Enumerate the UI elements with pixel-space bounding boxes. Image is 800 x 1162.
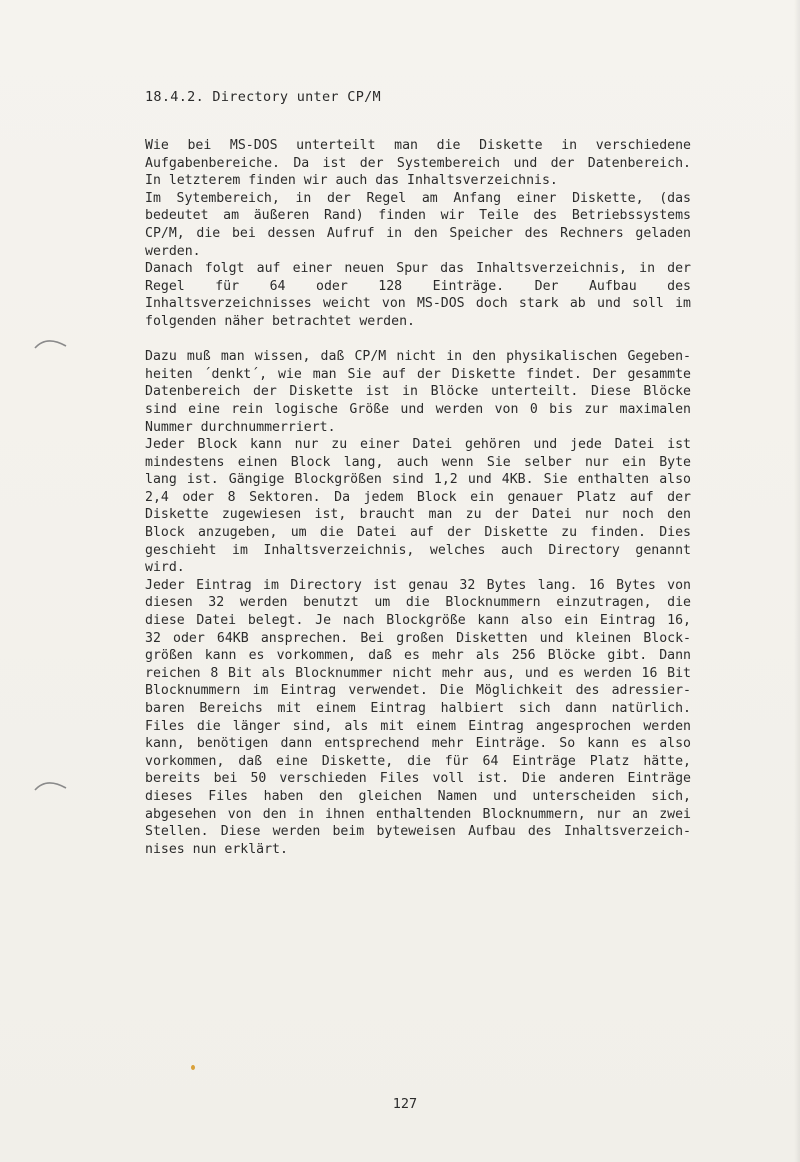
- text-line: geschieht im Inhaltsverzeichnis, welches auch Directory genannt: [145, 542, 691, 558]
- text-line: Jeder Block kann nur zu einer Datei gehören und jede Datei ist: [145, 437, 691, 453]
- text-line: diese Datei belegt. Je nach Blockgröße kann also ein Eintrag 16,: [145, 613, 691, 629]
- text-line: Im Sytembereich, in der Regel am Anfang einer Diskette, (das: [145, 190, 691, 206]
- text-line: Diskette zugewiesen ist, braucht man zu der Datei nur noch den: [145, 507, 691, 523]
- punch-hole-mark-top: [34, 336, 68, 356]
- punch-hole-mark-bottom: [34, 778, 68, 798]
- text-line: reichen 8 Bit als Blocknummer nicht mehr aus, und es werden 16 Bit: [145, 665, 691, 681]
- text-line: diesen 32 werden benutzt um die Blocknummern einzutragen, die: [145, 595, 691, 611]
- text-line: werden.: [145, 243, 201, 259]
- text-line: Wie bei MS-DOS unterteilt man die Diskette in verschiedene: [145, 138, 691, 153]
- paragraph: [145, 137, 691, 190]
- text-line: sind eine rein logische Größe und werden von 0 bis zur maximalen: [145, 401, 691, 417]
- text-line: Danach folgt auf einer neuen Spur das Inhaltsverzeichnis, in der: [145, 261, 691, 277]
- text-line: Nummer durchnummerriert.: [145, 419, 336, 435]
- text-line: Files die länger sind, als mit einem Eintrag angesprochen werden: [145, 718, 691, 734]
- text-line: Jeder Eintrag im Directory ist genau 32 Bytes lang. 16 Bytes von: [145, 577, 691, 593]
- text-line: Dazu muß man wissen, daß CP/M nicht in den physikalischen Gegeben-: [145, 349, 691, 365]
- text-line: lang ist. Gängige Blockgrößen sind 1,2 und 4KB. Sie enthalten also: [145, 472, 691, 488]
- text-line: baren Bereichs mit einem Eintrag halbiert sich dann natürlich.: [145, 701, 691, 716]
- text-line: bereits bei 50 verschieden Files voll ist. Die anderen Einträge: [145, 771, 691, 787]
- text-line: Block anzugeben, um die Datei auf der Diskette zu finden. Dies: [145, 525, 691, 541]
- text-line: abgesehen von den in ihnen enthaltenden Blocknummern, nur an zwei: [145, 806, 691, 822]
- text-line: folgenden näher betrachtet werden.: [145, 313, 415, 329]
- text-line: bedeutet am äußeren Rand) finden wir Teile des Betriebssystems: [145, 208, 691, 224]
- text-line: vorkommen, daß eine Diskette, die für 64 Einträge Platz hätte,: [145, 753, 691, 769]
- text-line: mindestens einen Block lang, auch wenn Sie selber nur ein Byte: [145, 454, 691, 470]
- text-line: nises nun erklärt.: [145, 841, 288, 857]
- text-line: Datenbereich der Diskette ist in Blöcke unterteilt. Diese Blöcke: [145, 384, 691, 400]
- paragraph: [145, 348, 691, 436]
- text-line: Blocknummern im Eintrag verwendet. Die Möglichkeit des adressier-: [145, 683, 691, 699]
- paragraph: [145, 190, 691, 260]
- text-line: Regel für 64 oder 128 Einträge. Der Aufbau des: [145, 278, 691, 294]
- text-line: CP/M, die bei dessen Aufruf in den Speicher des Rechners geladen: [145, 225, 691, 241]
- text-line: 32 oder 64KB ansprechen. Bei großen Disketten und kleinen Block-: [145, 630, 691, 646]
- text-line: dieses Files haben den gleichen Namen und unterscheiden sich,: [145, 788, 691, 804]
- paper-speck: [191, 1065, 195, 1070]
- paragraph-spacer: [145, 331, 691, 349]
- page-edge-shadow: [794, 0, 800, 1162]
- text-line: kann, benötigen dann entsprechend mehr Einträge. So kann es also: [145, 736, 691, 752]
- page-number: 127: [392, 1096, 418, 1112]
- paragraph: [145, 577, 691, 859]
- text-line: größen kann es vorkommen, daß es mehr als 256 Blöcke gibt. Dann: [145, 648, 691, 664]
- text-line: In letzterem finden wir auch das Inhaltsverzeichnis.: [145, 173, 558, 189]
- text-line: heiten ´denkt´, wie man Sie auf der Diskette findet. Der gesammte: [145, 366, 691, 382]
- text-line: Aufgabenbereiche. Da ist der Systembereich und der Datenbereich.: [145, 155, 691, 171]
- text-line: 2,4 oder 8 Sektoren. Da jedem Block ein genauer Platz auf der: [145, 489, 691, 505]
- paragraph: [145, 436, 691, 577]
- body-text: [145, 137, 691, 858]
- text-line: wird.: [145, 560, 185, 576]
- paragraph: [145, 260, 691, 330]
- text-line: Inhaltsverzeichnisses weicht von MS-DOS doch stark ab und soll im: [145, 296, 691, 312]
- text-line: Stellen. Diese werden beim byteweisen Aufbau des Inhaltsverzeich-: [145, 824, 691, 840]
- section-heading: 18.4.2. Directory unter CP/M: [145, 89, 381, 105]
